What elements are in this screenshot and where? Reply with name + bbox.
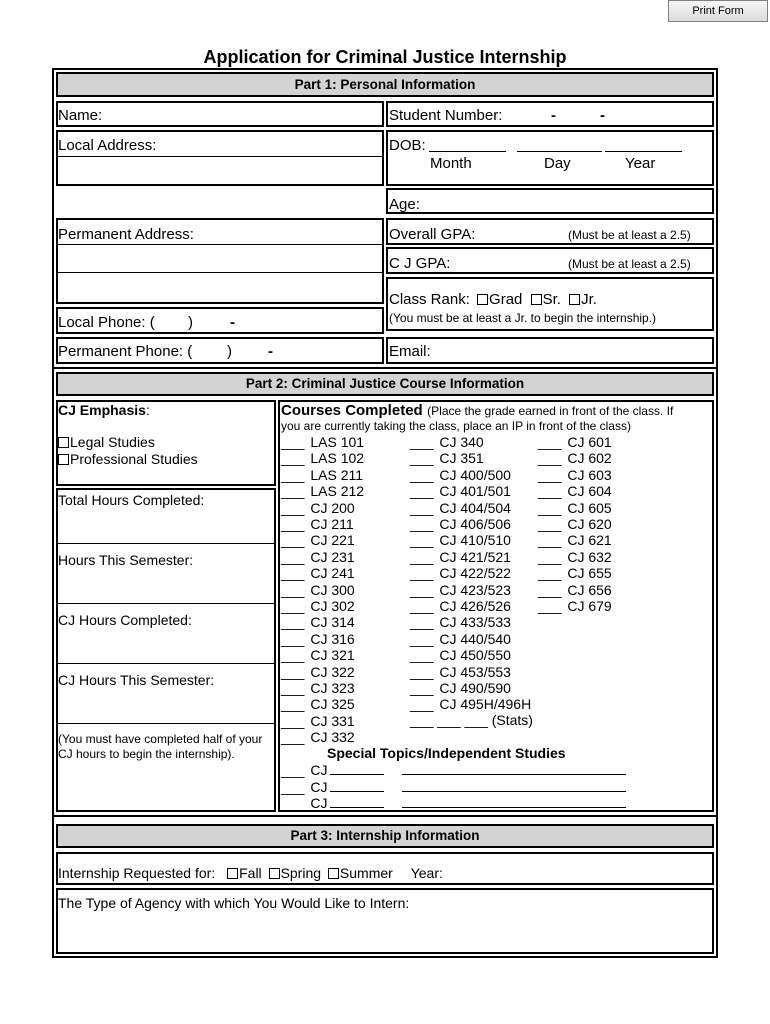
local-address-label: Local Address: (58, 137, 157, 154)
course-label: CJ 322 (310, 663, 355, 680)
col1-course-row[interactable] (281, 434, 364, 450)
col2-course-row[interactable] (410, 565, 511, 581)
course-label: LAS 211 (310, 466, 364, 483)
course-label: LAS 212 (310, 483, 365, 500)
grade-blank: ___ (410, 466, 434, 483)
age-field[interactable] (386, 188, 714, 214)
course-title-blank[interactable] (402, 795, 626, 808)
course-label: CJ 603 (567, 466, 612, 483)
student-number-dash-2: - (600, 107, 605, 124)
grade-blank: ___ (281, 680, 305, 696)
professional-studies-checkbox[interactable] (58, 454, 69, 465)
cj-gpa-note: (Must be at least a 2.5) (568, 257, 691, 271)
col1-course-row[interactable] (281, 729, 355, 745)
course-label: CJ 410/510 (439, 532, 511, 549)
senior-label: Sr. (542, 291, 561, 308)
part3-header: Part 3: Internship Information (56, 824, 714, 848)
page-title: Application for Criminal Justice Internship (203, 47, 567, 67)
col1-course-row[interactable] (281, 631, 355, 647)
special-topic-row[interactable] (281, 795, 626, 811)
course-label: CJ 495H/496H (439, 696, 532, 713)
permanent-phone-dash: - (268, 343, 273, 360)
col1-course-row[interactable] (281, 680, 355, 696)
grade-blank: ___ (410, 483, 434, 500)
courses-heading (281, 402, 673, 420)
cj-hours-completed-label: CJ Hours Completed: (58, 612, 192, 628)
course-number-blank[interactable] (330, 779, 384, 792)
grade-blank: ___ (281, 696, 305, 713)
course-label: CJ 490/590 (439, 680, 511, 696)
internship-requested-label: Internship Requested for: (58, 865, 216, 881)
col3-course-row[interactable] (538, 467, 612, 483)
grade-blank: ___ (538, 598, 562, 614)
col1-course-row[interactable] (281, 549, 355, 565)
grade-blank: ___ (281, 548, 305, 565)
hours-note-line-2: CJ hours to begin the internship). (58, 747, 235, 761)
course-number-blank[interactable] (330, 762, 384, 775)
professional-studies-label: Professional Studies (70, 451, 198, 467)
course-label: CJ 351 (439, 450, 484, 467)
col2-course-row[interactable] (410, 549, 511, 565)
course-title-blank[interactable] (402, 762, 626, 775)
course-label: CJ 602 (567, 450, 612, 467)
col2-course-row[interactable] (410, 582, 511, 598)
col3-course-row[interactable] (538, 549, 612, 565)
col1-course-row[interactable] (281, 696, 355, 712)
col3-course-row[interactable] (538, 434, 612, 450)
grade-blank: ___ (281, 434, 305, 450)
special-topics-title: Special Topics/Independent Studies (327, 745, 566, 761)
course-label: CJ 632 (567, 548, 612, 565)
internship-term-row (58, 865, 443, 881)
course-label: CJ 404/504 (439, 499, 511, 516)
class-rank-note: (You must be at least a Jr. to begin the internship.) (389, 311, 657, 325)
course-label: CJ 426/526 (439, 598, 511, 614)
grade-blank: ___ (281, 630, 305, 647)
grade-blank: ___ (410, 680, 434, 696)
cj-emphasis-colon: : (145, 402, 150, 418)
col2-course-row[interactable] (410, 647, 511, 663)
grade-blank: ___ (410, 450, 434, 467)
dob-month-label: Month (430, 155, 472, 172)
permanent-address-line-2 (58, 272, 382, 273)
stats-course[interactable]: ___ ___ ___ (Stats) (410, 712, 533, 728)
col3-course-row[interactable] (538, 598, 612, 614)
course-label: CJ 325 (310, 696, 355, 713)
courses-note-2: you are currently taking the class, place an IP in front of the class) (281, 419, 631, 433)
hours-divider-1 (58, 543, 274, 544)
col1-course-row[interactable] (281, 565, 355, 581)
special-topic-prefix: CJ (310, 795, 328, 811)
class-rank-label: Class Rank: (389, 291, 470, 308)
grade-blank: ___ (410, 614, 434, 631)
hours-divider-2 (58, 603, 274, 604)
grade-blank: ___ (281, 499, 305, 516)
grade-blank: ___ (538, 499, 562, 516)
course-label: CJ 331 (310, 712, 355, 729)
dob-label: DOB: (389, 137, 426, 154)
grade-blank: ___ (410, 434, 434, 450)
permanent-phone-paren: ) (227, 343, 232, 360)
course-label: LAS 102 (310, 450, 365, 467)
legal-studies-label: Legal Studies (70, 434, 155, 450)
course-label: CJ 453/553 (439, 663, 511, 680)
course-title-blank[interactable] (402, 779, 626, 792)
course-label: CJ 620 (567, 516, 612, 532)
grade-blank: ___ (281, 450, 305, 467)
course-label: CJ 300 (310, 581, 355, 598)
grade-blank: ___ (281, 762, 305, 778)
dob-day-label: Day (544, 155, 571, 172)
grade-blank: ___ (538, 450, 562, 467)
special-topic-prefix: CJ (310, 778, 328, 795)
grade-blank: ___ (281, 712, 305, 729)
grade-blank: ___ (281, 614, 305, 631)
grade-blank: ___ (538, 565, 562, 582)
grade-blank: ___ (281, 516, 305, 532)
col2-course-row[interactable] (410, 467, 511, 483)
grade-blank: ___ (281, 483, 305, 500)
grade-blank: ___ (538, 581, 562, 598)
col1-course-row[interactable] (281, 664, 355, 680)
permanent-address-line-1 (58, 244, 382, 245)
summer-checkbox[interactable] (328, 868, 339, 879)
grade-blank: ___ (410, 696, 434, 713)
cj-emphasis-title (58, 402, 150, 418)
col3-course-row[interactable] (538, 516, 612, 532)
col1-course-row[interactable] (281, 647, 355, 663)
course-label: CJ 340 (439, 434, 484, 450)
col3-course-row[interactable] (538, 532, 612, 548)
grade-blank: ___ (281, 466, 305, 483)
course-label: CJ 421/521 (439, 548, 511, 565)
col2-course-row[interactable] (410, 483, 511, 499)
course-label: CJ 323 (310, 680, 355, 696)
permanent-phone-label: Permanent Phone: ( (58, 343, 193, 360)
course-label: CJ 314 (310, 614, 355, 631)
total-hours-label: Total Hours Completed: (58, 492, 205, 508)
courses-title: Courses Completed (281, 402, 423, 419)
col2-course-row[interactable] (410, 500, 511, 516)
hours-divider-3 (58, 663, 274, 664)
course-label: CJ 401/501 (439, 483, 511, 500)
grade-blank: ___ (410, 532, 434, 549)
name-field[interactable] (56, 101, 384, 127)
col3-course-row[interactable] (538, 450, 612, 466)
col2-course-row[interactable] (410, 664, 511, 680)
cj-emphasis-label: CJ Emphasis (58, 402, 146, 418)
course-label: CJ 241 (310, 565, 355, 582)
course-label: CJ 656 (567, 581, 612, 598)
cj-gpa-label: C J GPA: (389, 255, 451, 272)
course-label: CJ 450/550 (439, 647, 511, 664)
course-label: CJ 211 (310, 516, 354, 532)
hours-note-line-1: (You must have completed half of your (58, 732, 263, 746)
course-number-blank[interactable] (330, 795, 384, 808)
junior-label: Jr. (581, 291, 597, 308)
grade-blank: ___ (281, 565, 305, 582)
col3-course-row[interactable] (538, 565, 612, 581)
grade-blank: ___ (281, 729, 305, 746)
course-label: CJ 655 (567, 565, 612, 582)
special-topic-row[interactable] (281, 779, 626, 795)
local-address-line (58, 156, 382, 157)
grade-blank: ___ (410, 565, 434, 582)
local-phone-label: Local Phone: ( (58, 314, 155, 331)
class-rank-row (389, 291, 597, 308)
permanent-address-label: Permanent Address: (58, 226, 194, 243)
course-label: CJ 400/500 (439, 466, 511, 483)
grade-blank: ___ (281, 532, 305, 549)
col2-course-row[interactable] (410, 631, 511, 647)
course-label: CJ 406/506 (439, 516, 511, 532)
legal-studies-checkbox[interactable] (58, 437, 69, 448)
grade-blank: ___ (538, 516, 562, 532)
grade-blank: ___ (410, 581, 434, 598)
grade-blank: ___ (538, 466, 562, 483)
grade-blank: ___ (281, 663, 305, 680)
col1-course-row[interactable] (281, 483, 364, 499)
dob-month-line (429, 151, 506, 152)
course-label: CJ 440/540 (439, 630, 511, 647)
local-phone-paren: ) (188, 314, 193, 331)
course-label: CJ 302 (310, 598, 355, 614)
col1-course-row[interactable] (281, 713, 355, 729)
senior-checkbox[interactable] (531, 294, 542, 305)
grade-blank: ___ (281, 598, 305, 614)
course-label: CJ 433/533 (439, 614, 511, 631)
grad-checkbox[interactable] (477, 294, 488, 305)
hours-divider-4 (58, 723, 274, 724)
local-phone-dash: - (230, 314, 235, 331)
dob-year-label: Year (625, 155, 656, 172)
year-label: Year: (410, 865, 443, 881)
grade-blank: ___ (281, 778, 305, 795)
course-label: LAS 101 (310, 434, 365, 450)
legal-studies-option (58, 434, 155, 450)
course-label: CJ 221 (310, 532, 355, 549)
col2-course-row[interactable] (410, 532, 511, 548)
print-form-button[interactable]: Print Form (668, 0, 768, 22)
course-label: CJ 332 (310, 729, 355, 746)
grade-blank: ___ (281, 795, 305, 811)
spring-checkbox[interactable] (269, 868, 280, 879)
course-label: CJ 422/522 (439, 565, 511, 582)
col1-course-row[interactable] (281, 516, 354, 532)
col2-course-row[interactable] (410, 450, 484, 466)
grade-blank: ___ (410, 516, 434, 532)
col1-course-row[interactable] (281, 450, 364, 466)
grade-blank: ___ (410, 647, 434, 664)
col2-course-row[interactable] (410, 696, 531, 712)
grade-blank: ___ (281, 581, 305, 598)
section-divider-2 (54, 815, 716, 817)
grade-blank: ___ (410, 548, 434, 565)
course-label: CJ 316 (310, 630, 355, 647)
email-label: Email: (389, 343, 431, 360)
grade-blank: ___ (538, 483, 562, 500)
professional-studies-option (58, 451, 198, 467)
col3-course-row[interactable] (538, 483, 612, 499)
student-number-dash-1: - (551, 107, 556, 124)
hours-box (56, 488, 276, 812)
course-label: CJ 601 (567, 434, 612, 450)
grade-blank: ___ (538, 434, 562, 450)
grade-blank: ___ (410, 598, 434, 614)
spring-label: Spring (280, 865, 322, 881)
junior-checkbox[interactable] (569, 294, 580, 305)
overall-gpa-note: (Must be at least a 2.5) (568, 228, 691, 242)
col1-course-row[interactable] (281, 614, 355, 630)
col1-course-row[interactable] (281, 467, 363, 483)
special-topic-row[interactable] (281, 762, 626, 778)
grade-blank: ___ (281, 647, 305, 664)
course-label: CJ 621 (567, 532, 612, 549)
course-label: CJ 231 (310, 548, 355, 565)
cj-hours-semester-label: CJ Hours This Semester: (58, 672, 215, 688)
col2-course-row[interactable] (410, 516, 511, 532)
col3-course-row[interactable] (538, 582, 612, 598)
part2-header: Part 2: Criminal Justice Course Information (56, 372, 714, 396)
courses-note-1: (Place the grade earned in front of the class. If (427, 404, 674, 418)
col1-course-row[interactable] (281, 598, 355, 614)
col2-course-row[interactable] (410, 434, 484, 450)
grade-blank: ___ (410, 663, 434, 680)
course-label: CJ 321 (310, 647, 355, 664)
col2-course-row[interactable] (410, 598, 511, 614)
course-label: CJ 679 (567, 598, 612, 614)
agency-type-label: The Type of Agency with which You Would Like to Intern: (58, 895, 410, 911)
col2-course-row[interactable] (410, 680, 511, 696)
grad-label: Grad (489, 291, 523, 308)
course-label: CJ 605 (567, 499, 612, 516)
course-label: CJ 200 (310, 499, 355, 516)
student-number-label: Student Number: (389, 107, 503, 124)
email-field[interactable] (386, 337, 714, 364)
course-label: CJ 423/523 (439, 581, 511, 598)
course-label: CJ 604 (567, 483, 612, 500)
grade-blank: ___ (410, 630, 434, 647)
fall-label: Fall (239, 865, 262, 881)
name-label: Name: (58, 107, 103, 124)
fall-checkbox[interactable] (227, 868, 238, 879)
summer-label: Summer (339, 865, 393, 881)
col2-course-row[interactable] (410, 614, 511, 630)
grade-blank: ___ (410, 499, 434, 516)
section-divider-1 (54, 367, 716, 369)
overall-gpa-label: Overall GPA: (389, 226, 476, 243)
dob-year-line (605, 151, 682, 152)
grade-blank: ___ (538, 532, 562, 549)
col1-course-row[interactable] (281, 532, 355, 548)
dob-day-line (517, 151, 602, 152)
hours-semester-label: Hours This Semester: (58, 552, 194, 568)
col1-course-row[interactable] (281, 582, 355, 598)
age-label: Age: (389, 196, 420, 213)
col3-course-row[interactable] (538, 500, 612, 516)
grade-blank: ___ (538, 548, 562, 565)
special-topic-prefix: CJ (310, 762, 328, 778)
part1-header: Part 1: Personal Information (56, 72, 714, 97)
col1-course-row[interactable] (281, 500, 355, 516)
